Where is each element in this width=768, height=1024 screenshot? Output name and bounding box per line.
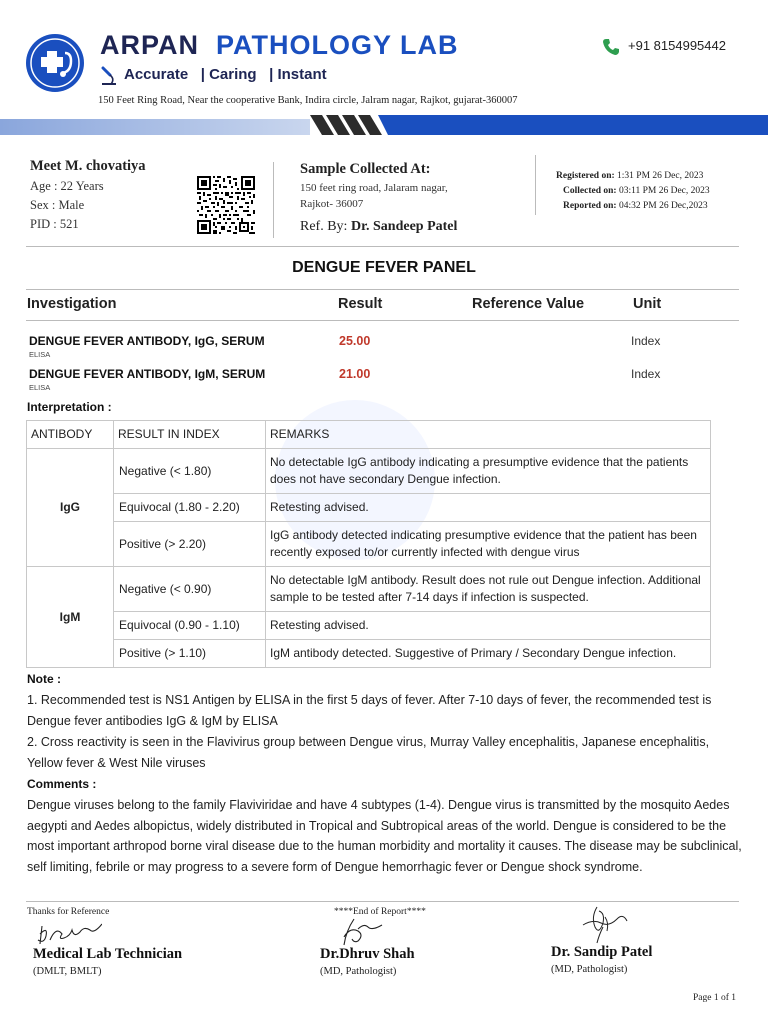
tagline: Accurate | Caring | Instant (124, 66, 327, 83)
test-method: ELISA (29, 350, 51, 359)
antibody-cell: IgG (27, 449, 114, 567)
column-header-investigation: Investigation (27, 296, 117, 312)
pathologist-name: Dr. Sandip Patel (551, 944, 653, 960)
lab-address: 150 Feet Ring Road, Near the cooperative Bank, Indira circle, Jalram nagar, Rajkot, gujarat-360007 (98, 95, 518, 106)
remark-cell: IgG antibody detected indicating presumptive evidence that the patient has been recently exposed to/or currently infected with dengue virus (266, 522, 711, 567)
table-row (27, 522, 711, 567)
collected-on: Collected on: 03:11 PM 26 Dec, 2023 (563, 186, 710, 196)
column-header-result: Result (338, 296, 383, 312)
result-range-cell: Equivocal (0.90 - 1.10) (114, 612, 266, 640)
note-label: Note : (27, 672, 61, 686)
divider (26, 246, 739, 247)
pathologist-qualification: (MD, Pathologist) (320, 966, 397, 977)
remark-cell: No detectable IgM antibody. Result does not rule out Dengue infection. Additional sample to be tested after 7-14 days if infection is suspected. (266, 567, 711, 612)
result-range-cell: Equivocal (1.80 - 2.20) (114, 494, 266, 522)
divider (26, 320, 739, 321)
table-header-row (27, 421, 711, 449)
remark-cell: IgM antibody detected. Suggestive of Primary / Secondary Dengue infection. (266, 640, 711, 668)
divider (26, 901, 739, 902)
table-row (27, 640, 711, 668)
signature-technician (36, 922, 102, 948)
referred-by: Ref. By: Dr. Sandeep Patel (300, 219, 458, 234)
table-row (27, 612, 711, 640)
interpretation-label: Interpretation : (27, 400, 112, 414)
note-item: 2. Cross reactivity is seen in the Flavivirus group between Dengue virus, Murray Valley encephalitis, Japanese encephalitis, Yellow fever & West Nile viruses (27, 735, 710, 770)
page-number: Page 1 of 1 (693, 993, 737, 1003)
sample-address-line: 150 feet ring road, Jalaram nagar, (300, 182, 448, 194)
patient-sex: Sex : Male (30, 198, 85, 212)
microscope-icon (100, 66, 118, 86)
end-of-report: ****End of Report**** (334, 907, 426, 917)
table-header-cell: REMARKS (266, 421, 711, 449)
reported-on: Reported on: 04:32 PM 26 Dec,2023 (563, 201, 708, 211)
table-row (27, 567, 711, 612)
result-range-cell: Negative (< 0.90) (114, 567, 266, 612)
patient-age: Age : 22 Years (30, 179, 104, 193)
divider (26, 289, 739, 290)
lab-logo (25, 33, 85, 93)
test-result: 25.00 (339, 334, 371, 348)
sample-collected-title: Sample Collected At: (300, 161, 431, 177)
phone-number: +91 8154995442 (628, 38, 726, 53)
interpretation-table (26, 420, 711, 668)
column-header-unit: Unit (633, 296, 662, 312)
table-header-cell: ANTIBODY (27, 421, 114, 449)
result-range-cell: Negative (< 1.80) (114, 449, 266, 494)
comments-label: Comments : (27, 777, 97, 791)
remark-cell: No detectable IgG antibody indicating a presumptive evidence that the patients does not have secondary Dengue infection. (266, 449, 711, 494)
lab-name: ARPAN PATHOLOGY LAB (100, 30, 459, 60)
phone-icon (602, 38, 620, 56)
pathologist-qualification: (MD, Pathologist) (551, 964, 628, 975)
result-range-cell: Positive (> 1.10) (114, 640, 266, 668)
table-row (27, 494, 711, 522)
registered-on: Registered on: 1:31 PM 26 Dec, 2023 (556, 171, 704, 181)
patient-id: PID : 521 (30, 217, 79, 231)
header-band (0, 113, 768, 135)
column-header-reference: Reference Value (472, 296, 585, 312)
divider (535, 155, 536, 215)
antibody-cell: IgM (27, 567, 114, 668)
technician-qualification: (DMLT, BMLT) (33, 966, 102, 977)
test-name: DENGUE FEVER ANTIBODY, IgG, SERUM (29, 334, 265, 348)
test-method: ELISA (29, 383, 51, 392)
qr-code (196, 176, 256, 234)
divider (273, 162, 274, 238)
pathologist-name: Dr.Dhruv Shah (320, 946, 415, 962)
signature-dhruv-shah (340, 915, 386, 947)
test-unit: Index (631, 367, 661, 381)
table-header-cell: RESULT IN INDEX (114, 421, 266, 449)
thanks-for-reference: Thanks for Reference (27, 907, 110, 917)
signature-sandip-patel (575, 905, 631, 945)
remark-cell: Retesting advised. (266, 612, 711, 640)
remark-cell: Retesting advised. (266, 494, 711, 522)
test-unit: Index (631, 334, 661, 348)
sample-address-line: Rajkot- 36007 (300, 198, 364, 210)
test-result: 21.00 (339, 367, 371, 381)
table-row (27, 449, 711, 494)
test-name: DENGUE FEVER ANTIBODY, IgM, SERUM (29, 367, 266, 381)
patient-name: Meet M. chovatiya (30, 158, 146, 174)
panel-title: DENGUE FEVER PANEL (292, 259, 476, 276)
result-range-cell: Positive (> 2.20) (114, 522, 266, 567)
comments-text: Dengue viruses belong to the family Flaviviridae and have 4 subtypes (1-4). Dengue virus is transmitted by the mosquito Aedes aegypti and Aedes albopictus, widely distributed in Tropical and Subtropical areas of the world. Dengue is considered to be the most important arthropod borne viral disease due to the human morbidity and mortality it causes. The disease may be subclinical, self limiting, febrile or may progress to a severe form of Dengue hemorrhagic fever or Dengue shock syndrome. (27, 798, 742, 875)
technician-name: Medical Lab Technician (33, 946, 183, 962)
note-item: 1. Recommended test is NS1 Antigen by ELISA in the first 5 days of fever. After 7-10 days of fever, the recommended test is Dengue fever antibodies IgG & IgM by ELISA (27, 693, 712, 728)
